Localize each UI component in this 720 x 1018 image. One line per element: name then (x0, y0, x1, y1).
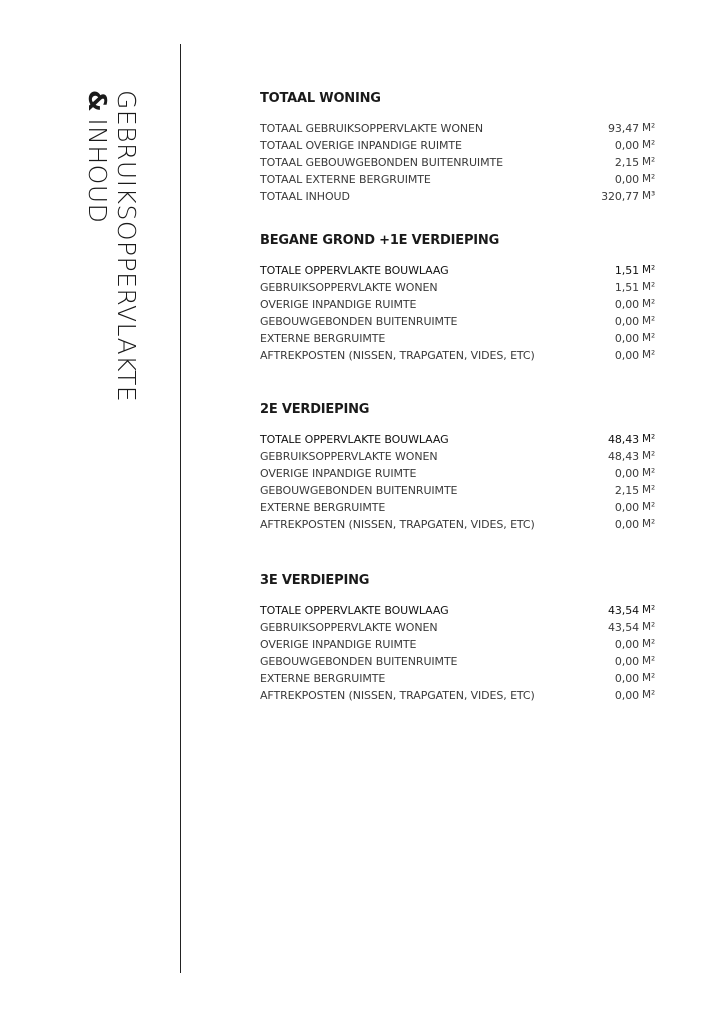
row-unit: M² (642, 173, 656, 185)
row-label: GEBRUIKSOPPERVLAKTE WONEN (260, 621, 438, 634)
row-value: 43,54 (608, 621, 639, 634)
row-label: OVERIGE INPANDIGE RUIMTE (260, 467, 417, 480)
row-value: 48,43 (608, 433, 639, 446)
table-row-total (260, 602, 660, 619)
table-row (260, 482, 660, 499)
table-row (260, 120, 660, 137)
section-totaal-woning (260, 90, 660, 203)
row-unit: M² (642, 264, 656, 276)
row-label: OVERIGE INPANDIGE RUIMTE (260, 638, 417, 651)
table-row (260, 137, 660, 154)
row-value: 0,00 (614, 315, 639, 328)
row-unit: M² (642, 433, 656, 445)
table-row (260, 499, 660, 516)
row-value: 2,15 (614, 484, 639, 497)
section-rows (260, 602, 660, 704)
row-value: 0,00 (614, 332, 639, 345)
table-row (260, 636, 660, 653)
row-unit: M² (642, 484, 656, 496)
row-value: 1,51 (614, 264, 639, 277)
row-label: AFTREKPOSTEN (NISSEN, TRAPGATEN, VIDES, ETC) (260, 518, 535, 531)
table-row (260, 465, 660, 482)
row-value: 93,47 (608, 122, 639, 135)
row-value: 1,51 (614, 281, 639, 294)
row-label: TOTAAL EXTERNE BERGRUIMTE (260, 173, 431, 186)
section-begane-grond (260, 232, 660, 362)
row-value: 0,00 (614, 689, 639, 702)
table-row (260, 154, 660, 171)
row-label: GEBOUWGEBONDEN BUITENRUIMTE (260, 315, 458, 328)
row-unit: M² (642, 122, 656, 134)
row-unit: M² (642, 139, 656, 151)
row-unit: M² (642, 518, 656, 530)
row-value: 0,00 (614, 518, 639, 531)
section-title: 2E VERDIEPING (260, 402, 370, 417)
table-row-total (260, 431, 660, 448)
row-value: 0,00 (614, 173, 639, 186)
row-unit: M² (642, 621, 656, 633)
row-label: EXTERNE BERGRUIMTE (260, 332, 386, 345)
row-unit: M² (642, 655, 656, 667)
row-value: 0,00 (614, 501, 639, 514)
section-title: BEGANE GROND +1E VERDIEPING (260, 233, 500, 248)
row-label: GEBRUIKSOPPERVLAKTE WONEN (260, 450, 438, 463)
row-value: 48,43 (608, 450, 639, 463)
table-row (260, 670, 660, 687)
row-unit: M³ (642, 190, 656, 202)
row-unit: M² (642, 156, 656, 168)
row-label: OVERIGE INPANDIGE RUIMTE (260, 298, 417, 311)
row-unit: M² (642, 450, 656, 462)
row-value: 43,54 (608, 604, 639, 617)
table-row (260, 347, 660, 364)
row-value: 320,77 (601, 190, 639, 203)
row-unit: M² (642, 349, 656, 361)
row-label: AFTREKPOSTEN (NISSEN, TRAPGATEN, VIDES, ETC) (260, 349, 535, 362)
row-value: 0,00 (614, 655, 639, 668)
section-rows (260, 262, 660, 364)
row-value: 0,00 (614, 638, 639, 651)
row-unit: M² (642, 332, 656, 344)
row-label: GEBOUWGEBONDEN BUITENRUIMTE (260, 484, 458, 497)
table-row (260, 448, 660, 465)
section-rows (260, 431, 660, 533)
row-value: 0,00 (614, 467, 639, 480)
vertical-divider (180, 44, 181, 973)
table-row (260, 171, 660, 188)
section-3e-verdieping (260, 572, 660, 702)
table-row (260, 296, 660, 313)
row-unit: M² (642, 604, 656, 616)
table-row (260, 330, 660, 347)
row-unit: M² (642, 315, 656, 327)
section-2e-verdieping (260, 401, 660, 531)
row-label: TOTAAL GEBOUWGEBONDEN BUITENRUIMTE (260, 156, 503, 169)
table-row (260, 687, 660, 704)
row-label: EXTERNE BERGRUIMTE (260, 501, 386, 514)
row-label: TOTAAL OVERIGE INPANDIGE RUIMTE (260, 139, 462, 152)
table-row (260, 188, 660, 205)
vertical-title-line1: GEBRUIKSOPPERVLAKTE (112, 90, 141, 403)
vertical-page-title (53, 90, 141, 415)
row-label: TOTALE OPPERVLAKTE BOUWLAAG (260, 604, 449, 617)
row-unit: M² (642, 672, 656, 684)
ampersand: & (83, 90, 112, 113)
row-label: TOTAAL INHOUD (260, 190, 350, 203)
table-row (260, 653, 660, 670)
row-label: AFTREKPOSTEN (NISSEN, TRAPGATEN, VIDES, ETC) (260, 689, 535, 702)
row-value: 0,00 (614, 349, 639, 362)
table-row-total (260, 262, 660, 279)
row-unit: M² (642, 467, 656, 479)
row-label: TOTALE OPPERVLAKTE BOUWLAAG (260, 264, 449, 277)
section-rows (260, 120, 660, 205)
table-row (260, 313, 660, 330)
row-unit: M² (642, 501, 656, 513)
row-label: EXTERNE BERGRUIMTE (260, 672, 386, 685)
table-row (260, 279, 660, 296)
row-value: 0,00 (614, 298, 639, 311)
row-label: TOTAAL GEBRUIKSOPPERVLAKTE WONEN (260, 122, 483, 135)
table-row (260, 516, 660, 533)
row-value: 2,15 (614, 156, 639, 169)
section-title: 3E VERDIEPING (260, 573, 370, 588)
row-label: TOTALE OPPERVLAKTE BOUWLAAG (260, 433, 449, 446)
row-unit: M² (642, 689, 656, 701)
row-unit: M² (642, 298, 656, 310)
section-title: TOTAAL WONING (260, 91, 381, 106)
row-label: GEBOUWGEBONDEN BUITENRUIMTE (260, 655, 458, 668)
row-value: 0,00 (614, 672, 639, 685)
row-value: 0,00 (614, 139, 639, 152)
table-row (260, 619, 660, 636)
row-unit: M² (642, 281, 656, 293)
vertical-title-line2 (84, 90, 111, 223)
row-label: GEBRUIKSOPPERVLAKTE WONEN (260, 281, 438, 294)
vertical-title-line2-text: INHOUD (83, 118, 112, 224)
row-unit: M² (642, 638, 656, 650)
